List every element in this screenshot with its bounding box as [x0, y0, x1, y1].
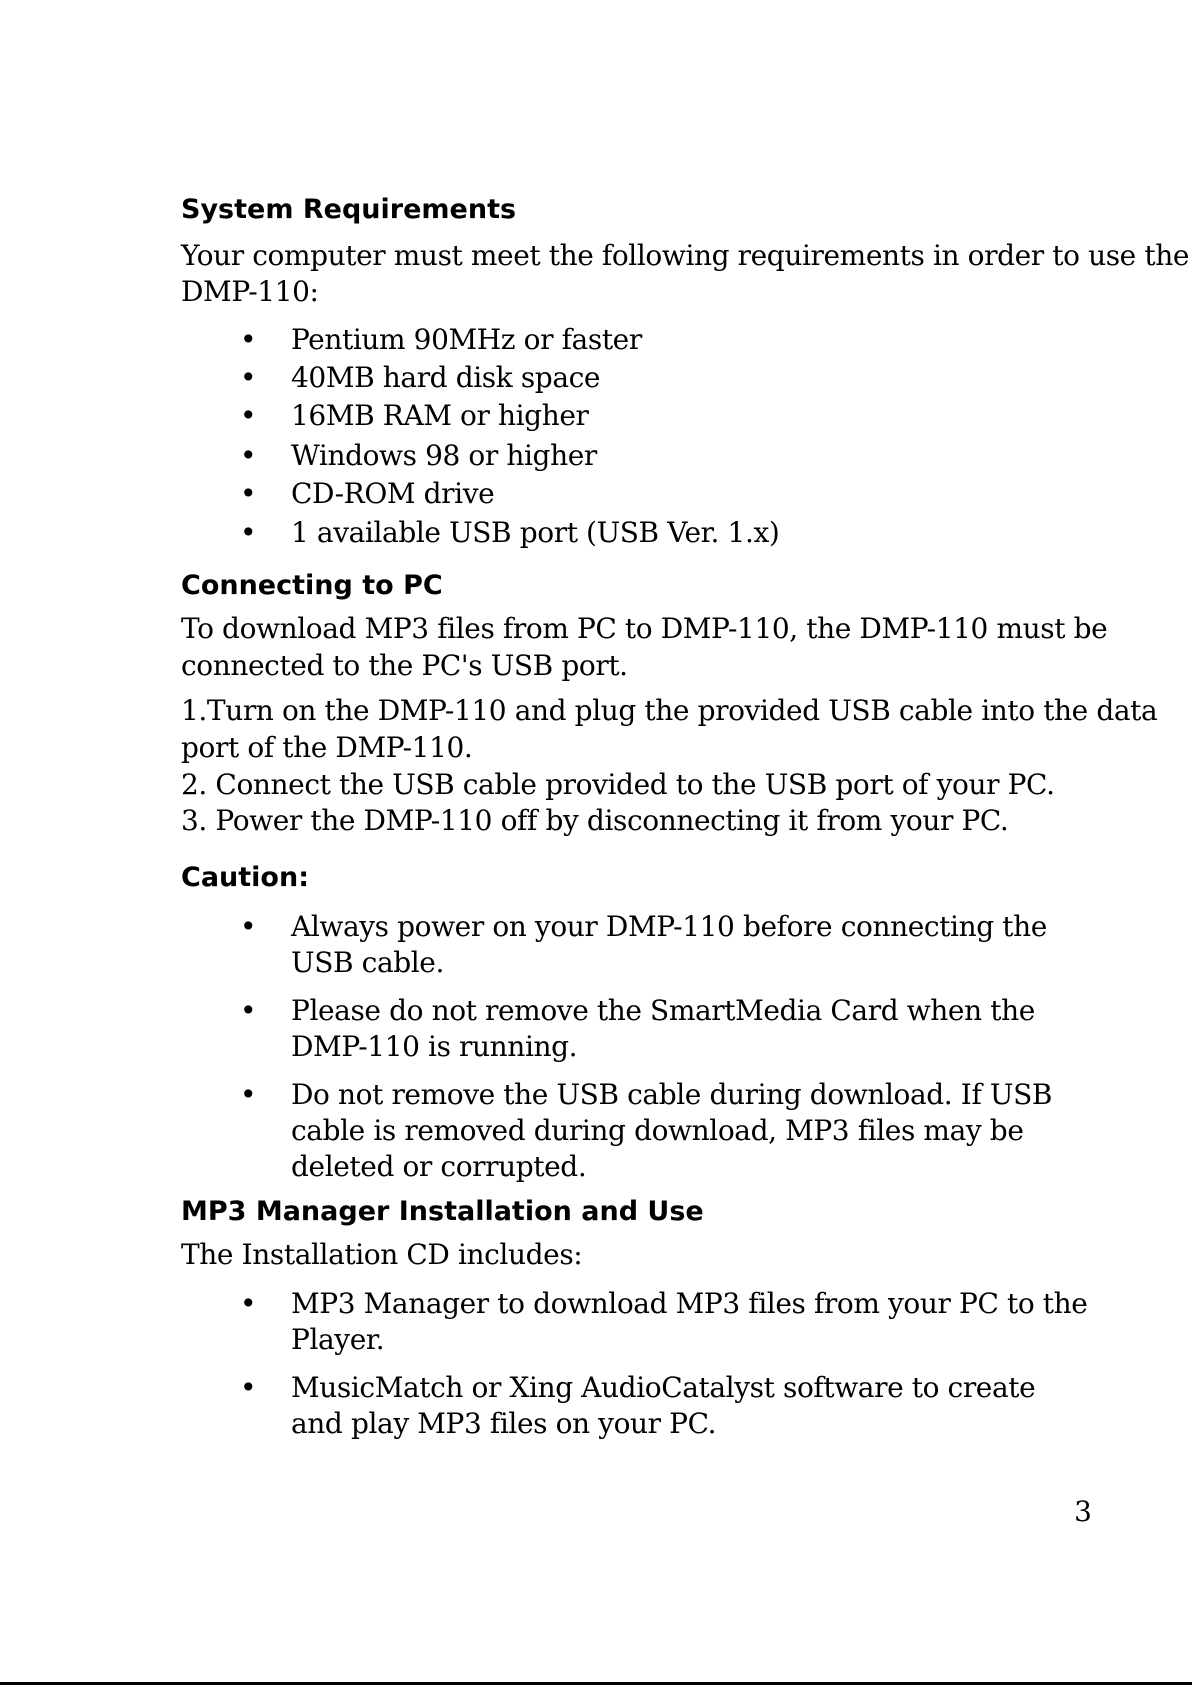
- system-requirements-intro-line1: Your computer must meet the following requirements in order to use the: [181, 239, 1190, 272]
- bullet-icon: •: [240, 323, 257, 356]
- bullet-icon: •: [240, 1287, 257, 1320]
- bullet-icon: •: [240, 399, 257, 432]
- cd-content-text: MP3 Manager to download MP3 files from your PC to the Player.: [291, 1287, 1088, 1356]
- requirement-text: Pentium 90MHz or faster: [291, 323, 642, 356]
- connecting-intro-line1: To download MP3 files from PC to DMP-110, the DMP-110 must be: [181, 612, 1108, 645]
- bullet-icon: •: [240, 439, 257, 472]
- section-heading-caution: Caution:: [181, 862, 309, 893]
- bullet-icon: •: [240, 910, 257, 943]
- connecting-step1-line1: 1.Turn on the DMP-110 and plug the provided USB cable into the data: [181, 694, 1158, 727]
- mp3-manager-intro: The Installation CD includes:: [181, 1238, 583, 1271]
- connecting-step2: 2. Connect the USB cable provided to the USB port of your PC.: [181, 768, 1055, 801]
- bullet-icon: •: [240, 361, 257, 394]
- caution-text: Please do not remove the SmartMedia Card when the DMP-110 is running.: [291, 994, 1035, 1063]
- requirement-text: 1 available USB port (USB Ver. 1.x): [291, 516, 780, 549]
- section-heading-system-requirements: System Requirements: [181, 194, 517, 225]
- requirement-text: Windows 98 or higher: [291, 439, 597, 472]
- connecting-step1-line2: port of the DMP-110.: [181, 731, 473, 764]
- section-heading-mp3-manager: MP3 Manager Installation and Use: [181, 1196, 704, 1227]
- bullet-icon: •: [240, 1078, 257, 1111]
- connecting-step3: 3. Power the DMP-110 off by disconnecting it from your PC.: [181, 804, 1009, 837]
- requirement-text: CD-ROM drive: [291, 477, 495, 510]
- requirement-text: 16MB RAM or higher: [291, 399, 589, 432]
- bullet-icon: •: [240, 994, 257, 1027]
- connecting-intro-line2: connected to the PC's USB port.: [181, 649, 628, 682]
- bullet-icon: •: [240, 516, 257, 549]
- caution-text: Always power on your DMP-110 before connecting the USB cable.: [291, 910, 1047, 979]
- section-heading-connecting-to-pc: Connecting to PC: [181, 570, 443, 601]
- cd-content-text: MusicMatch or Xing AudioCatalyst software to create and play MP3 files on your PC.: [291, 1371, 1036, 1440]
- system-requirements-intro-line2: DMP-110:: [181, 275, 319, 308]
- bullet-icon: •: [240, 477, 257, 510]
- caution-text: Do not remove the USB cable during download. If USB cable is removed during download, MP3 files may be deleted or corrupted.: [291, 1078, 1053, 1183]
- page-number: 3: [1074, 1495, 1092, 1528]
- bullet-icon: •: [240, 1371, 257, 1404]
- requirement-text: 40MB hard disk space: [291, 361, 601, 394]
